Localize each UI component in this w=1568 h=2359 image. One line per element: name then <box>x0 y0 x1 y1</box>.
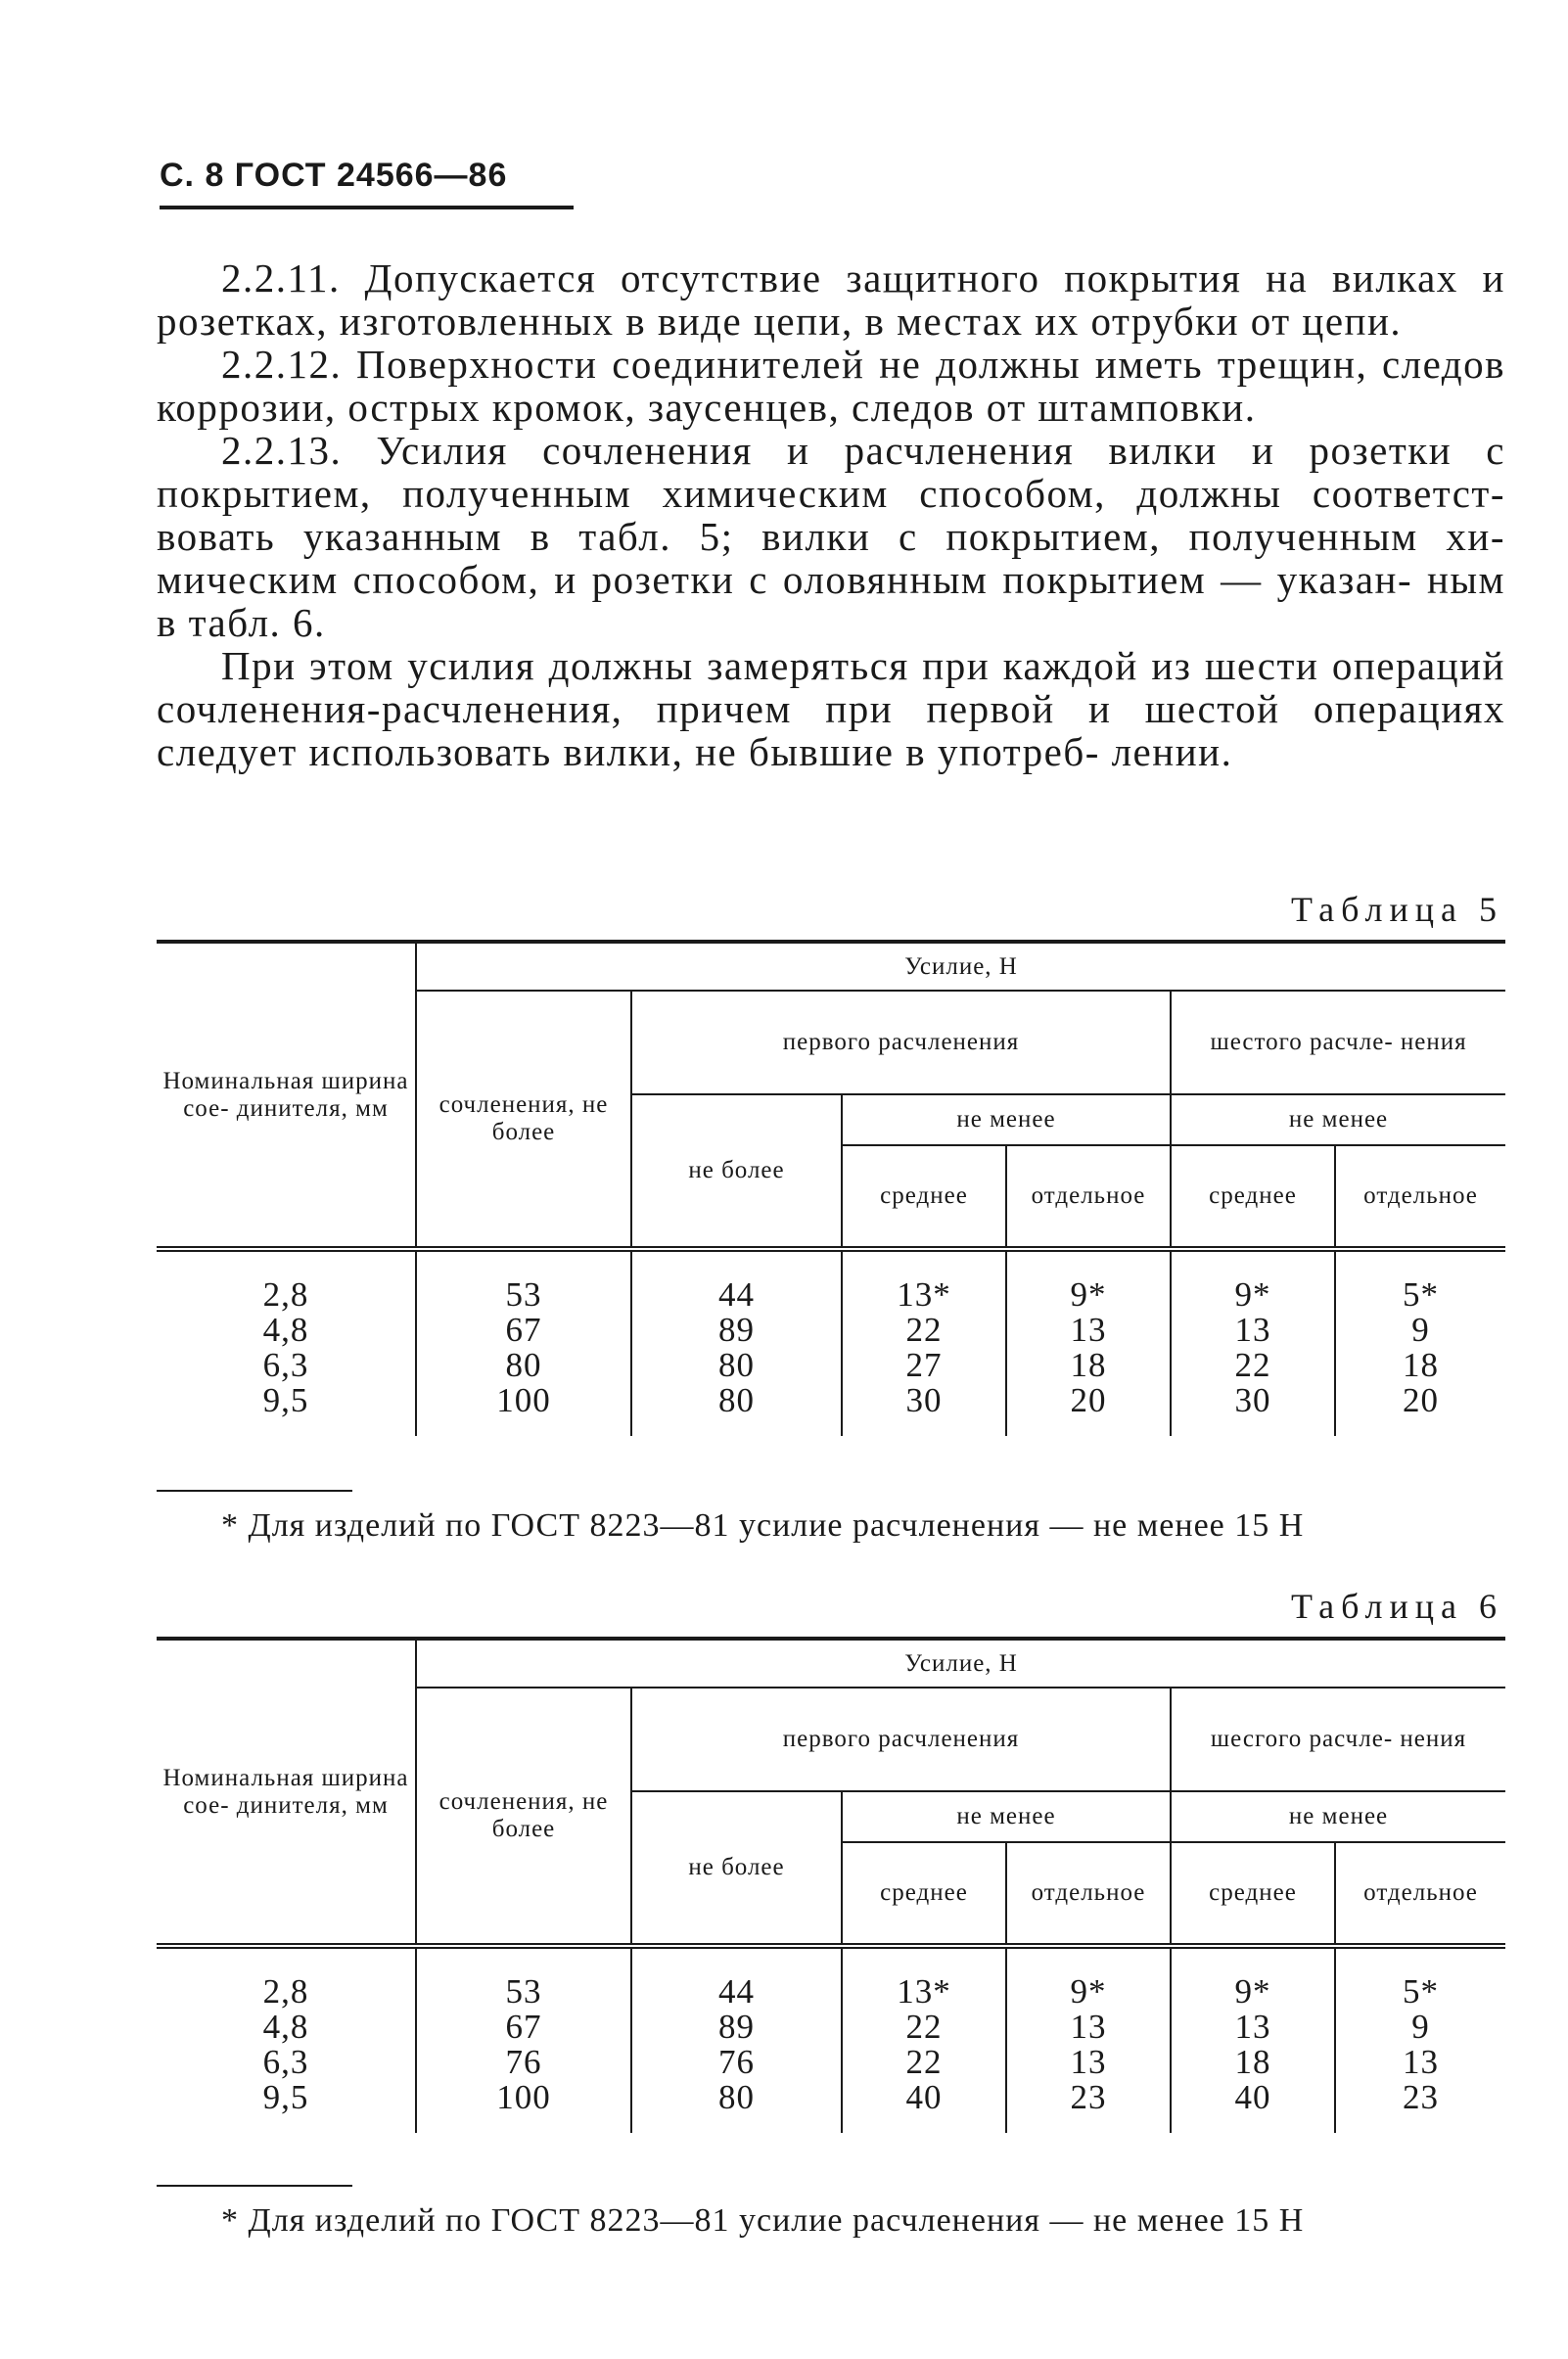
paragraph-2-2-13: 2.2.13. Усилия сочленения и расчленения вилки и розетки с покрытием, полученным химическим способом, должны соответст- вовать указанным в табл. 5; вилки с покрытием, полученным хи- мическим способом, и розетки с оловянным покрытием — указан- ным в табл. 6. <box>157 428 1505 645</box>
table6-head-width: Номинальная ширина сое- динителя, мм <box>157 1639 416 1946</box>
table6-head-join: сочленения, не более <box>416 1688 631 1946</box>
table6-head-max: не более <box>631 1791 842 1946</box>
table6-col-join: 53 67 76 100 <box>416 1946 631 2133</box>
table5-head-single-sixth: отдельное <box>1335 1145 1505 1249</box>
table5-head-single-first: отдельное <box>1006 1145 1171 1249</box>
body-text <box>157 256 1505 773</box>
table5-col-sixth-avg: 9* 13 22 30 <box>1171 1249 1335 1436</box>
table5-col-width: 2,8 4,8 6,3 9,5 <box>262 1275 309 1419</box>
table6 <box>157 1637 1505 2133</box>
table6-col-first-max: 44 89 76 80 <box>631 1946 842 2133</box>
table5 <box>157 940 1505 1436</box>
table5-head-join: сочленения, не более <box>416 991 631 1249</box>
table5-col-first-max: 44 89 80 80 <box>631 1249 842 1436</box>
table6-head-first: первого расчленения <box>631 1688 1171 1791</box>
paragraph-2-2-12: 2.2.12. Поверхности соединителей не должны иметь трещин, следов коррозии, острых кромок, заусенцев, следов от штамповки. <box>157 342 1505 430</box>
paragraph-measurement: При этом усилия должны замеряться при каждой из шести операций сочленения-расчленения, причем при первой и шестой операциях следует использовать вилки, не бывшие в употреб- лении. <box>157 643 1505 774</box>
table5-col-join: 53 67 80 100 <box>416 1249 631 1436</box>
table6-col-first-single: 9* 13 13 23 <box>1006 1946 1171 2133</box>
table5-head-avg-first: среднее <box>842 1145 1006 1249</box>
page-header: С. 8 ГОСТ 24566—86 <box>160 157 508 194</box>
header-rule <box>160 206 574 209</box>
table6-col-first-avg: 13* 22 22 40 <box>842 1946 1006 2133</box>
table5-head-sixth: шестого расчле- нения <box>1171 991 1505 1094</box>
table5-head-avg-sixth: среднее <box>1171 1145 1335 1249</box>
table6-col-width: 2,8 4,8 6,3 9,5 <box>262 1972 309 2116</box>
table5-head-width: Номинальная ширина сое- динителя, мм <box>157 942 416 1249</box>
table6-head-min-first: не менее <box>842 1791 1171 1842</box>
table6-head-min-sixth: не менее <box>1171 1791 1505 1842</box>
table6-head-single-first: отдельное <box>1006 1842 1171 1946</box>
table6-footnote-rule <box>157 2185 352 2187</box>
table6-head-force: Усилие, Н <box>416 1639 1505 1688</box>
table6-col-sixth-single: 5* 9 13 23 <box>1335 1946 1505 2133</box>
table5-head-max: не более <box>631 1094 842 1249</box>
paragraph-2-2-11: 2.2.11. Допускается отсутствие защитного покрытия на вилках и розетках, изготовленных в виде цепи, в местах их отрубки от цепи. <box>157 255 1505 344</box>
table5-caption: Таблица 5 <box>1291 890 1503 929</box>
table6-head-single-sixth: отдельное <box>1335 1842 1505 1946</box>
table5-col-first-single: 9* 13 18 20 <box>1006 1249 1171 1436</box>
table5-col-sixth-single: 5* 9 18 20 <box>1335 1249 1505 1436</box>
table5-col-first-avg: 13* 22 27 30 <box>842 1249 1006 1436</box>
table6-head-sixth: шесгого расчле- нения <box>1171 1688 1505 1791</box>
table5-head-min-sixth: не менее <box>1171 1094 1505 1145</box>
table5-head-force: Усилие, Н <box>416 942 1505 991</box>
table6-col-sixth-avg: 9* 13 18 40 <box>1171 1946 1335 2133</box>
table5-footnote: * Для изделий по ГОСТ 8223—81 усилие расчленения — не менее 15 Н <box>221 1507 1305 1544</box>
table5-head-min-first: не менее <box>842 1094 1171 1145</box>
table6-head-avg-sixth: среднее <box>1171 1842 1335 1946</box>
table5-footnote-rule <box>157 1490 352 1492</box>
table6-footnote: * Для изделий по ГОСТ 8223—81 усилие расчленения — не менее 15 Н <box>221 2202 1305 2239</box>
table6-head-avg-first: среднее <box>842 1842 1006 1946</box>
table5-head-first: первого расчленения <box>631 991 1171 1094</box>
table6-caption: Таблица 6 <box>1291 1587 1503 1626</box>
